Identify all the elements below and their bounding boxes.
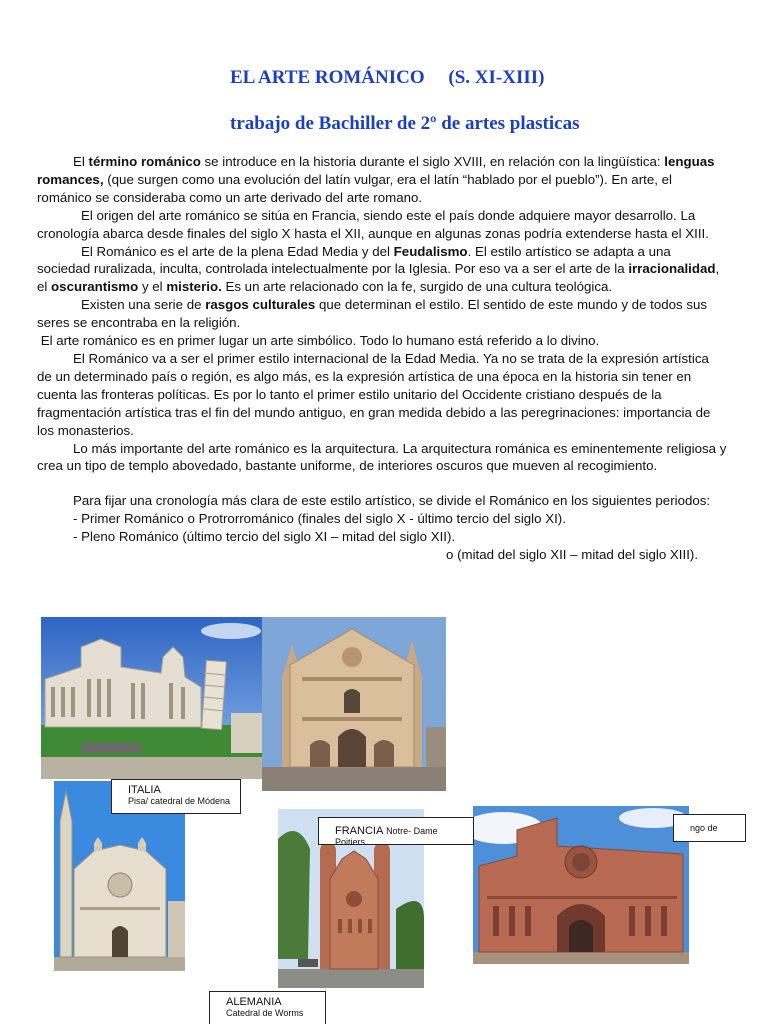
bold-term: lenguas romances, (37, 154, 715, 187)
caption-place: Catedral de Worms (226, 1008, 304, 1018)
caption-country: ITALIA (128, 784, 161, 796)
caption-country: ALEMANIA (226, 996, 282, 1008)
list-item-partial: o (mitad del siglo XII – mitad del siglo XIII). (446, 547, 699, 563)
bold-term: rasgos culturales (205, 297, 316, 313)
text-run: Existen una serie de (81, 297, 206, 313)
text-run: . El estilo artístico se adapta a una sociedad ruralizada, inculta, controlada intelectualmente por la Iglesia. Por eso va a ser el arte de la (37, 243, 671, 277)
photo-pisa-cathedral (41, 617, 265, 779)
bold-term: oscurantismo (51, 279, 139, 295)
text-run: que determinan el estilo. El sentido de este mundo y de todos sus seres se encontraba en la religión. (37, 297, 708, 331)
caption-place: ngo de (690, 823, 718, 833)
bold-term: irracionalidad (628, 261, 716, 277)
spacer (37, 475, 727, 492)
document-subtitle: trabajo de Bachiller de 2º de artes plasticas (230, 113, 580, 134)
paragraph-5 (37, 332, 727, 350)
caption-espana (673, 814, 746, 842)
document-title: EL ARTE ROMÁNICO (S. XI-XIII) (230, 67, 545, 88)
list-item: - Pleno Románico (último tercio del siglo XI – mitad del siglo XII). (73, 529, 456, 545)
text-run: , el (37, 261, 720, 295)
text-run: El arte románico es en primer lugar un arte simbólico. Todo lo humano está referido a lo divino. (40, 333, 600, 349)
paragraph-6: El Románico va a ser el primer estilo internacional de la Edad Media. Ya no se trata de la expresión artística de un determinado país o región, es algo más, es la expresión artística de una época en la historia sin tener en cuenta las fronteras políticas. Es por lo tanto el primer estilo unitario del Occidente cristiano después de la fragmentación artística tras el fin del mundo antiguo, en gran medida debido a las peregrinaciones: importancia de los monasterios. (37, 350, 711, 438)
bold-term: misterio. (166, 279, 222, 295)
paragraph-7: Lo más importante del arte románico es la arquitectura. La arquitectura románica es eminentemente religiosa y crea un tipo de templo abovedado, bastante uniforme, de interiores oscuros que mueven al recogimiento. (37, 440, 727, 474)
caption-country: FRANCIA (335, 825, 384, 837)
text-run: El (73, 154, 89, 169)
photo-spanish-church (473, 806, 689, 964)
text-run: (que surgen como una evolución del latín vulgar, era el latín “hablado por el pueblo”). En arte, el románico se consideraba como un arte derivado del arte romano. (37, 171, 672, 205)
caption-francia (318, 817, 474, 845)
paragraph-3 (37, 243, 727, 297)
caption-place: Notre- Dame Poitiers (335, 826, 438, 845)
paragraph-4 (37, 296, 727, 332)
caption-alemania (209, 991, 326, 1024)
text-run: y el (138, 279, 167, 295)
body-text (37, 153, 727, 564)
paragraph-8: Para fijar una cronología más clara de este estilo artístico, se divide el Románico en los siguientes periodos: (73, 493, 711, 509)
caption-place: Pisa/ catedral de Módena (128, 796, 231, 806)
text-run: El Románico es el arte de la plena Edad Media y del (81, 243, 394, 259)
bold-term: término románico (88, 154, 201, 169)
text-run: Es un arte relacionado con la fe, surgido de una cultura teológica. (221, 279, 613, 295)
text-run: se introduce en la historia durante el siglo XVIII, en relación con la lingüística: (200, 154, 665, 169)
list-item: - Primer Románico o Protrorrománico (finales del siglo X - último tercio del siglo XI). (73, 511, 566, 527)
paragraph-2: El origen del arte románico se sitúa en Francia, siendo este el país donde adquiere mayor desarrollo. La cronología abarca desde finales del siglo X hasta el XII, aunque en algunas zonas podría extenderse hasta el XIII. (37, 207, 709, 241)
photo-poitiers-church (262, 617, 446, 791)
bold-term: Feudalismo (393, 243, 468, 259)
paragraph-1 (37, 153, 727, 207)
caption-italia (111, 779, 241, 814)
